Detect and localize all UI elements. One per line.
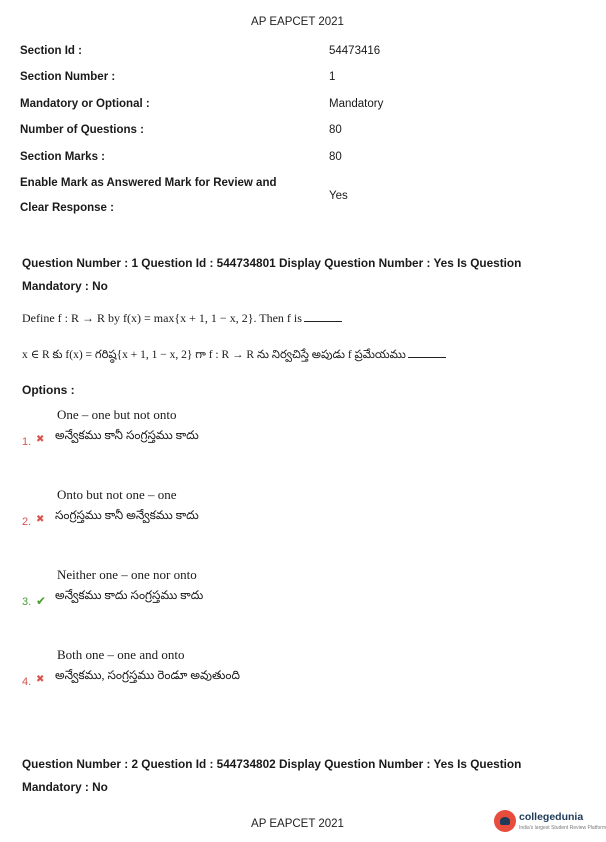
page-footer-title: AP EAPCET 2021 [251,818,344,830]
number-of-questions-label: Number of Questions : [20,124,144,136]
section-id-label: Section Id : [20,45,82,57]
option-3-text-te: అన్వేకము కాదు సంగ్రస్తము కాదు [55,588,204,602]
mandatory-value: Mandatory [329,98,384,110]
graduation-cap-icon [494,810,516,832]
option-1[interactable] [22,407,422,457]
answer-blank [304,311,342,322]
question-2-heading-line2: Mandatory : No [22,780,108,794]
question-1-heading-line2: Mandatory : No [22,279,108,293]
number-of-questions-value: 80 [329,124,342,136]
page-header-title: AP EAPCET 2021 [251,16,344,28]
section-marks-value: 80 [329,151,342,163]
answer-blank-te [408,347,446,358]
wrong-cross-icon: ✖ [36,514,45,525]
option-2-text-en: Onto but not one – one [57,487,177,502]
section-number-label: Section Number : [20,71,116,83]
option-4[interactable] [22,647,422,697]
question-1-statement-en [22,311,342,326]
question-1-statement-te-text: x ∈ R కు f(x) = గరిష్ఠ{x + 1, 1 − x, 2} గా f : R → R ను నిర్వచిస్తే అపుడు f ప్రమేయము [22,349,406,361]
mandatory-label: Mandatory or Optional : [20,98,150,110]
logo-tagline: India's largest Student Review Platform [519,825,606,831]
enable-mark-value: Yes [329,190,348,202]
option-4-text-te: అన్వేకము, సంగ్రస్తము రెండూ అవుతుంది [55,668,240,682]
option-1-text-te: అన్వేకము కానీ సంగ్రస్తము కాదు [55,428,199,442]
section-number-value: 1 [329,71,336,83]
option-3[interactable] [22,567,422,617]
option-4-text-en: Both one – one and onto [57,647,185,662]
question-1-statement-en-text: Define f : R → R by f(x) = max{x + 1, 1 − x, 2}. Then f is [22,311,302,325]
section-marks-label: Section Marks : [20,151,105,163]
question-2-heading [22,753,567,799]
option-2-number: 2. [22,516,32,528]
option-4-number: 4. [22,676,32,688]
collegedunia-logo [494,808,606,836]
logo-name: collegedunia [519,811,584,823]
option-3-number: 3. [22,596,32,608]
section-id-value: 54473416 [329,45,381,57]
question-1-heading [22,252,567,298]
wrong-cross-icon: ✖ [36,674,45,685]
option-2-text-te: సంగ్రస్తము కానీ అన్వేకము కాదు [55,508,199,522]
correct-check-icon: ✔ [36,594,47,608]
enable-mark-label: Enable Mark as Answered Mark for Review and [20,177,277,189]
option-3-text-en: Neither one – one nor onto [57,567,197,582]
option-2[interactable] [22,487,422,537]
question-2-heading-line1: Question Number : 2 Question Id : 544734802 Display Question Number : Yes Is Question [22,757,522,771]
clear-response-label: Clear Response : [20,202,114,214]
question-1-heading-line1: Question Number : 1 Question Id : 544734801 Display Question Number : Yes Is Question [22,256,522,270]
options-label: Options : [22,383,75,397]
option-1-number: 1. [22,436,32,448]
option-1-text-en: One – one but not onto [57,407,177,422]
question-1-statement-te [22,347,446,364]
wrong-cross-icon: ✖ [36,434,45,445]
enable-mark-row [20,177,560,221]
